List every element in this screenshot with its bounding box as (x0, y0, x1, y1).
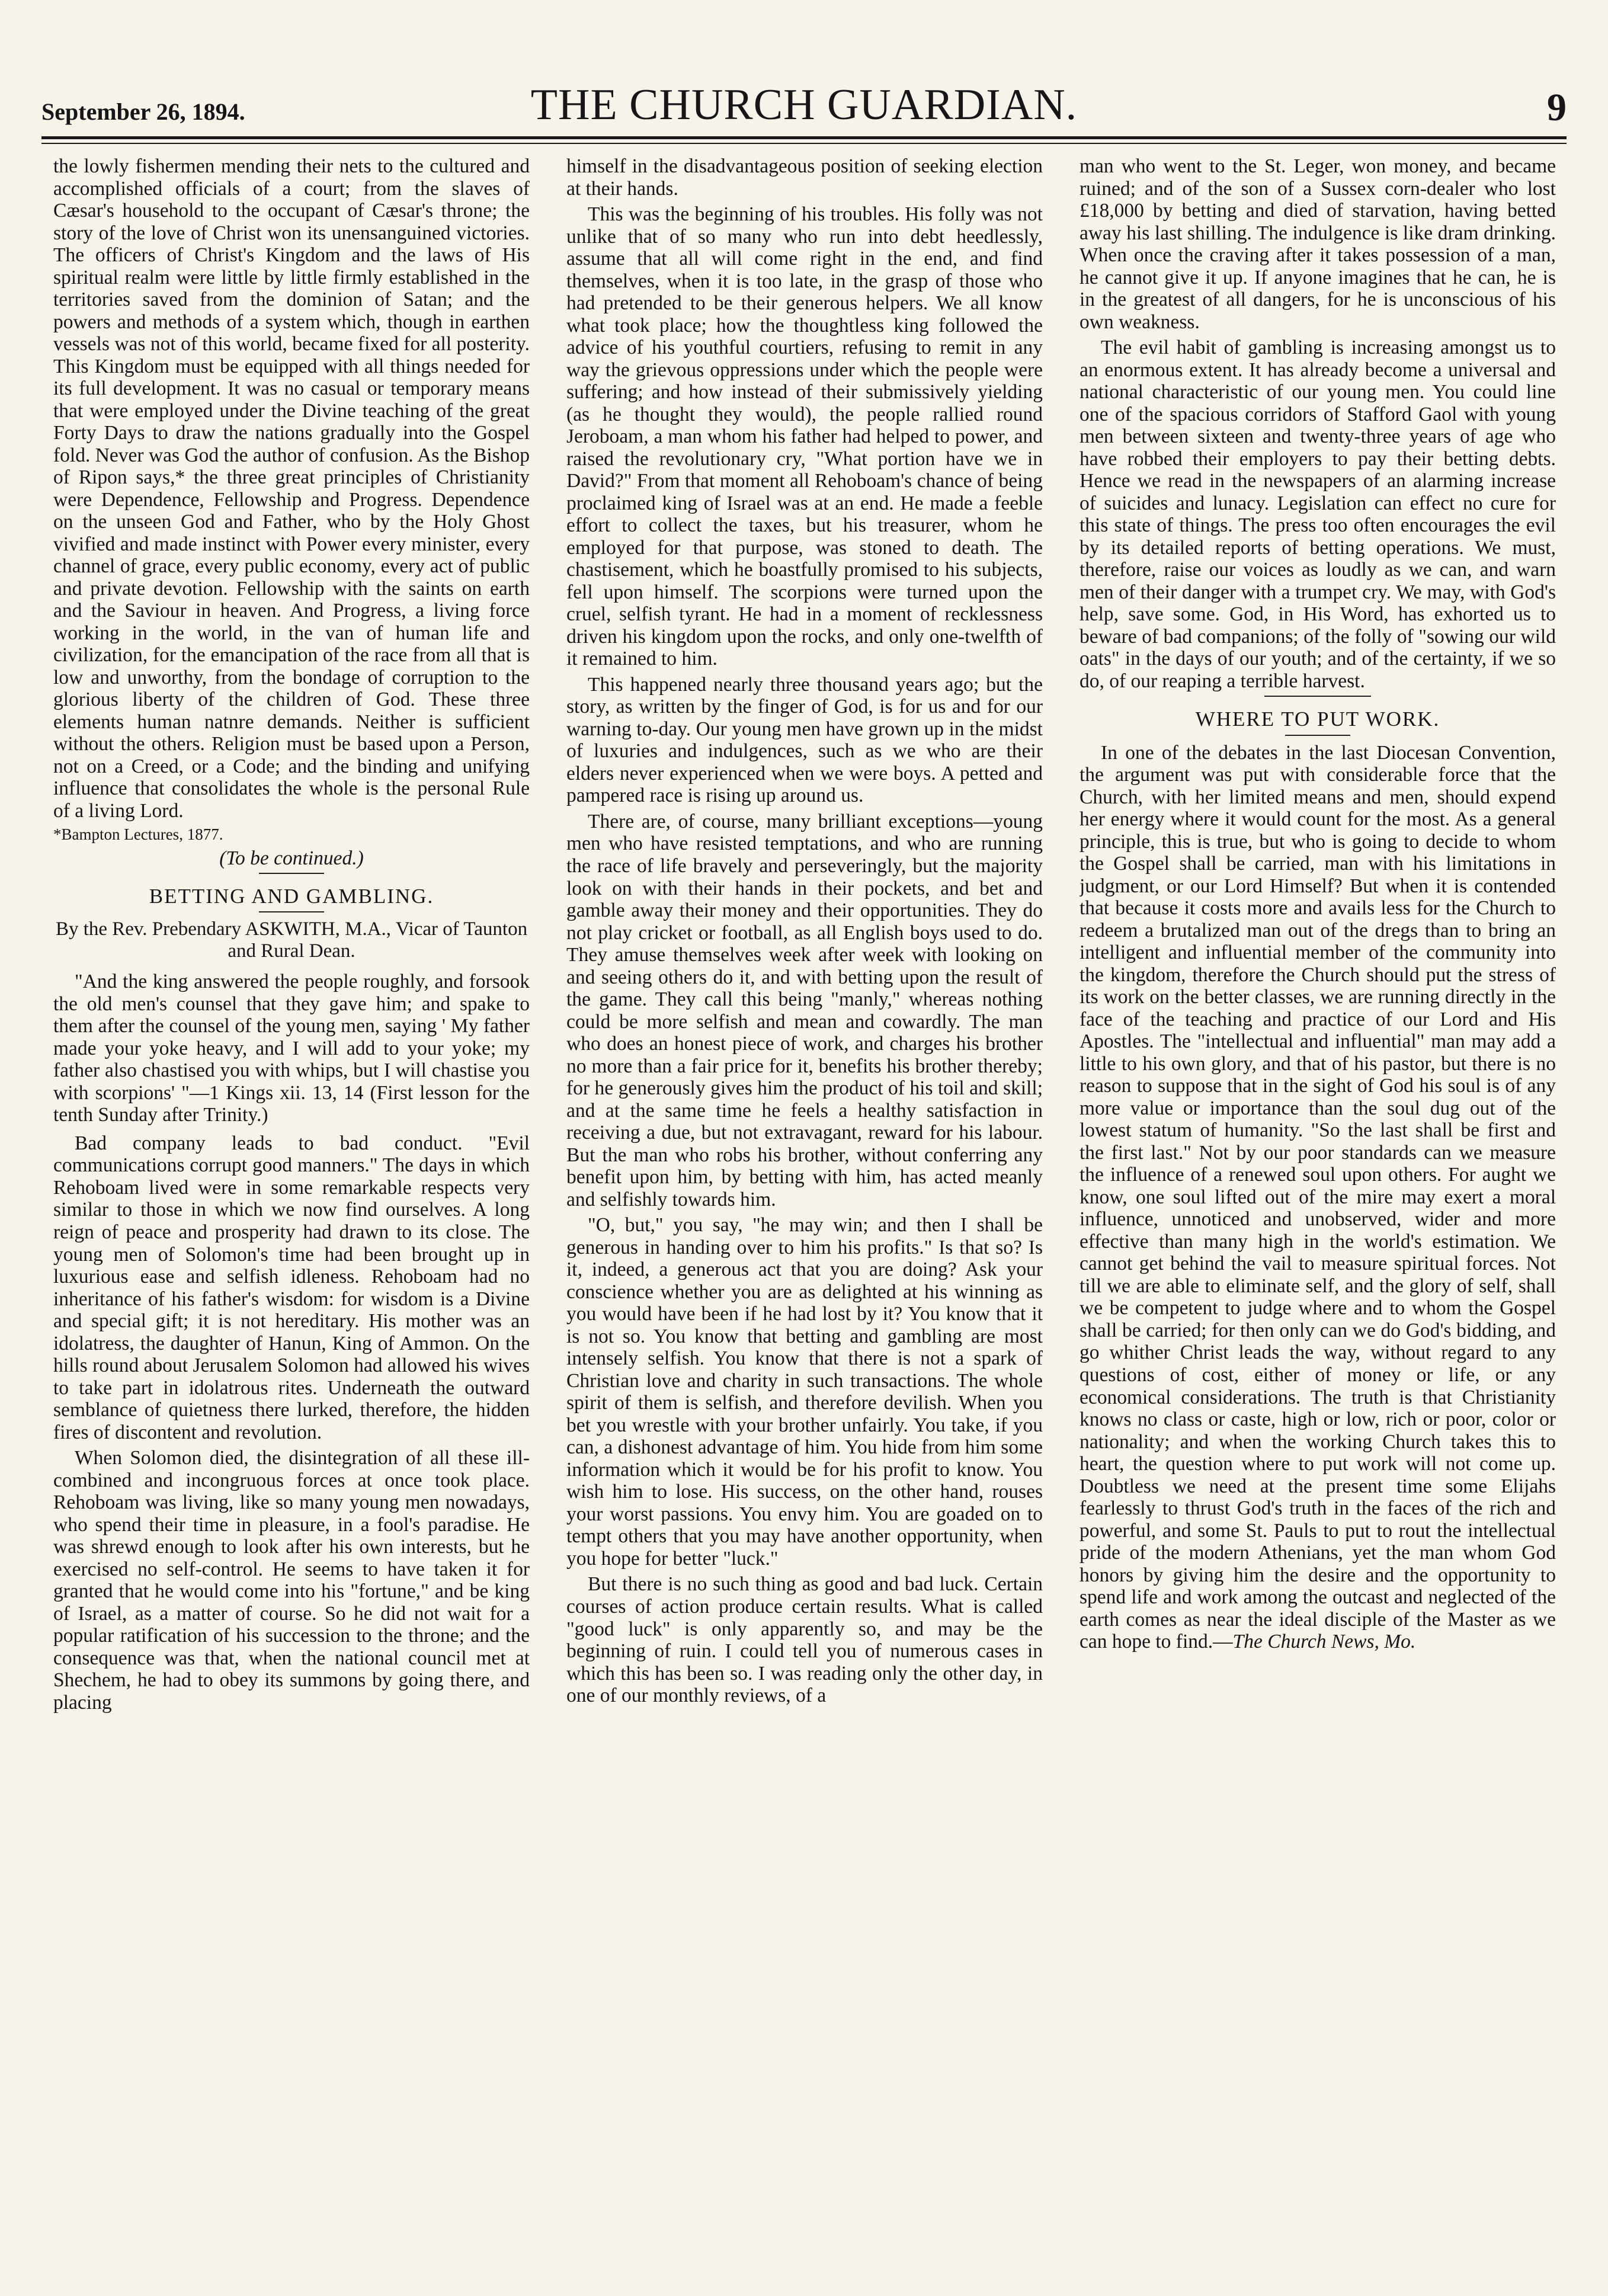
issue-date: September 26, 1894. (41, 98, 245, 125)
paragraph: the lowly fishermen mending their nets to the cultured and accomplished officials of a court; from the slaves of Cæsar's household to the occupant of Cæsar's throne; the story of the love of Christ won its unensanguined victories. The officers of Christ's Kingdom and the laws of His spiritual realm were little by little firmly established in the territories saved from the dominion of Satan; and the powers and methods of a system which, though in earthen vessels was not of this world, became fixed for all posterity. This Kingdom must be equipped with all things needed for its full development. It was no casual or temporary means that were employed under the Divine teaching of the great Forty Days to draw the nations gradually into the Gospel fold. Never was God the author of confusion. As the Bishop of Ripon says,* the three great principles of Christianity were Dependence, Fellowship and Progress. Dependence on the unseen God and Father, who by the Holy Ghost vivified and made instinct with Power every minister, every channel of grace, every public economy, every act of public and private devotion. Fellowship with the saints on earth and the Saviour in heaven. And Progress, a living force working in the world, in the van of human life and civilization, for the emancipation of the race from all that is low and unworthy, from the bondage of corruption to the glorious liberty of the children of God. These three elements human natnre demands. Neither is sufficient without the others. Religion must be based upon a Person, not on a Creed, or a Code; and the binding and unifying influence that consolidates the whole is the personal Rule of a living Lord. (53, 155, 530, 822)
paragraph: man who went to the St. Leger, won money, and became ruined; and of the son of a Sussex corn-dealer who lost £18,000 by betting and died of starvation, having betted away his last shilling. The indulgence is like dram drinking. When once the craving after it takes possession of a man, he cannot give it up. If anyone imagines that he can, he is in the greatest of all dangers, for he is unconscious of his own weakness. (1080, 155, 1556, 333)
article-columns (53, 155, 1561, 2265)
divider (259, 911, 324, 912)
paragraph: himself in the disadvantageous position of seeking election at their hands. (566, 155, 1043, 200)
column-1 (53, 155, 530, 2265)
article-heading: BETTING AND GAMBLING. (149, 885, 434, 908)
paragraph: Bad company leads to bad conduct. "Evil communications corrupt good manners." The days in which Rehoboam lived were in some remarkable respects very similar to those in which we now find ourselves. A long reign of peace and prosperity had drawn to its close. The young men of Solomon's time had been brought up in luxurious ease and selfish idleness. Rehoboam had no inheritance of his father's wisdom: for wisdom is a Divine and special gift; it is not hereditary. His mother was an idolatress, the daughter of Hanun, King of Ammon. On the hills round about Jerusalem Solomon had allowed his wives to take part in idolatrous rites. Underneath the outward semblance of quietness there lurked, therefore, the hidden fires of discontent and revolution. (53, 1132, 530, 1443)
byline: By the Rev. Prebendary ASKWITH, M.A., Vicar of Taunton and Rural Dean. (55, 918, 528, 962)
divider (1285, 735, 1350, 736)
paragraph (1080, 742, 1556, 1653)
column-3 (1080, 155, 1556, 2265)
paragraph: This happened nearly three thousand years ago; but the story, as written by the finger of God, is for us and for our warning to-day. Our young men have grown up in the midst of luxuries and indulgences, such as we who are their elders never experienced when we were boys. A petted and pampered race is rising up around us. (566, 673, 1043, 807)
continued-note: (To be continued.) (219, 847, 364, 869)
masthead-rule (41, 136, 1567, 139)
masthead-rule-thin (41, 143, 1567, 144)
paragraph: The evil habit of gambling is increasing amongst us to an enormous extent. It has already become a universal and national characteristic of our young men. You could line one of the spacious corridors of Stafford Gaol with young men between sixteen and twenty-three years of age who have robbed their employers to pay their betting debts. Hence we read in the newspapers of an alarming increase of suicides and lunacy. Legislation can effect no cure for this state of things. The press too often encourages the evil by its detailed reports of betting operations. We must, therefore, raise our voices as loudly as we can, and warn men of their danger with a trumpet cry. We may, with God's help, save some. God, in His Word, has exhorted us to beware of bad companions; of the folly of "sowing our wild oats" in the days of our youth; and of the certainty, if we so do, of our reaping a terrible harvest. (1080, 337, 1556, 692)
newspaper-title: THE CHURCH GUARDIAN. (530, 81, 1078, 129)
paragraph: "O, but," you say, "he may win; and then I shall be generous in handing over to him his profits." Is that so? Is it, indeed, a generous act that you are doing? Ask your conscience whether you are as delighted at his winning as you would have been if he had lost by it? You know that it is not so. You know that betting and gambling are most intensely selfish. You know that there is not a spark of Christian love and charity in such transactions. The whole spirit of them is selfish, and therefore devilish. When you bet you wrestle with your brother unfairly. You take, if you can, a dishonest advantage of him. You hide from him some information which it would be for his profit to know. You wish him to lose. His success, on the other hand, rouses your worst passions. You envy him. You are goaded on to tempt others that you may have another opportunity, when you hope for better "luck." (566, 1214, 1043, 1570)
masthead (41, 83, 1567, 130)
footnote: *Bampton Lectures, 1877. (53, 825, 223, 844)
divider (1264, 696, 1371, 697)
article-heading: WHERE TO PUT WORK. (1195, 707, 1440, 731)
paragraph: There are, of course, many brilliant exceptions—young men who have resisted temptations, and who are running the race of life bravely and perseveringly, but the majority look on with their hands in their pockets, and bet and gamble away their money and their opportunities. They do not play cricket or football, as all English boys used to do. They amuse themselves week after week with looking on and seeing others do it, and with betting upon the result of the game. They call this being "manly," whereas nothing could be more selfish and mean and cowardly. The man who does an honest piece of work, and charges his brother no more than a fair price for it, benefits his brother thereby; for he generously gives him the product of his toil and skill; and at the same time he feels a healthy satisfaction in receiving a due, but not extravagant, reward for his labour. But the man who robs his brother, without conferring any benefit upon him, by betting with him, has acted meanly and selfishly towards him. (566, 810, 1043, 1211)
paragraph: But there is no such thing as good and bad luck. Certain courses of action produce certain results. What is called "good luck" is only apparently so, and may be the beginning of ruin. I could tell you of numerous cases in which this has been so. I was reading only the other day, in one of our monthly reviews, of a (566, 1573, 1043, 1707)
column-2 (566, 155, 1043, 2265)
source-signature: The Church News, Mo. (1232, 1631, 1416, 1653)
paragraph-text: In one of the debates in the last Diocesan Convention, the argument was put with considerable force that the Church, with her limited means and men, should expend her energy where it would count for the most. As a general principle, this is true, but who is going to decide to whom the Gospel shall be carried, man with his limitations in judgment, or our Lord Himself? But when it is contended that because it costs more and avails less for the Church to redeem a brutalized man out of the dregs than to bring an intelligent and influential member of the community into the kingdom, therefore the Church should put the stress of its work on the better classes, we are running directly in the face of the teaching and practice of our Lord and His Apostles. The "intellectual and influential" man may add a little to his own glory, and that of his pastor, but there is no reason to suppose that in the sight of God his soul is of any more value or importance than the soul dug out of the lowest statum of humanity. "So the last shall be first and the first last." Not by our poor standards can we measure the influence of a renewed soul upon others. For aught we know, one soul lifted out of the mire may exert a moral influence, unnoticed and unobserved, wider and more effective than many high in the world's estimation. We cannot get behind the vail to measure spiritual forces. Not till we are able to eliminate self, and the glory of self, shall we be competent to judge where and to whom the Gospel shall be carried; for then only can we do God's bidding, and go whither Christ leads the way, without regard to any questions of cost, either of money or life, or any economical considerations. The truth is that Christianity knows no class or caste, high or low, rich or poor, color or nationality; and when the working Church takes this to heart, the question where to put work will not come up. Doubtless we need at the present time some Elijahs fearlessly to thrust God's truth in the faces of the rich and powerful, and some St. Pauls to put to rout the intellectual pride of the modern Athenians, yet the man whom God honors by giving him the desire and the opportunity to spend life and work among the outcast and neglected of the earth comes as near the ideal disciple of the Master as we can hope to find.— (1080, 741, 1556, 1653)
paragraph: This was the beginning of his troubles. His folly was not unlike that of so many who run into debt heedlessly, assume that all will come right in the end, and find themselves, when it is too late, in the grasp of those who had pretended to be their generous helpers. We all know what took place; how the thoughtless king followed the advice of his youthful courtiers, refusing to remit in any way the grievous oppressions under which the people were suffering; and how instead of their submissively yielding (as he thought they would), the people rallied round Jeroboam, a man whom his father had helped to power, and raised the revolutionary cry, "What portion have we in David?" From that moment all Rehoboam's chance of being proclaimed king of Israel was at an end. He made a feeble effort to collect the taxes, but his treasurer, whom he employed for that purpose, was stoned to death. The chastisement, which he boastfully promised to his subjects, fell upon himself. The scorpions were turned upon the cruel, selfish tyrant. He had in a moment of recklessness driven his kingdom upon the rocks, and only one-twelfth of it remained to him. (566, 203, 1043, 670)
page-number: 9 (1547, 86, 1567, 129)
paragraph: When Solomon died, the disintegration of all these ill-combined and incongruous forces at once took place. Rehoboam was living, like so many young men nowadays, who spend their time in pleasure, in a fool's paradise. He was shrewd enough to look after his own interests, but he exercised no self-control. He seems to have taken it for granted that he would come into his "fortune," and be king of Israel, as a matter of course. So he did not wait for a popular ratification of his succession to the throne; and the consequence was that, when the national council met at Shechem, he had to obey its summons by going there, and placing (53, 1447, 530, 1714)
divider (259, 873, 324, 874)
epigraph: "And the king answered the people roughly, and forsook the old men's counsel that they gave him; and spake to them after the counsel of the young men, saying ' My father made your yoke heavy, and I will add to your yoke; my father also chastised you with whips, but I will chastise you with scorpions' "—1 Kings xii. 13, 14 (First lesson for the tenth Sunday after Trinity.) (53, 971, 530, 1126)
